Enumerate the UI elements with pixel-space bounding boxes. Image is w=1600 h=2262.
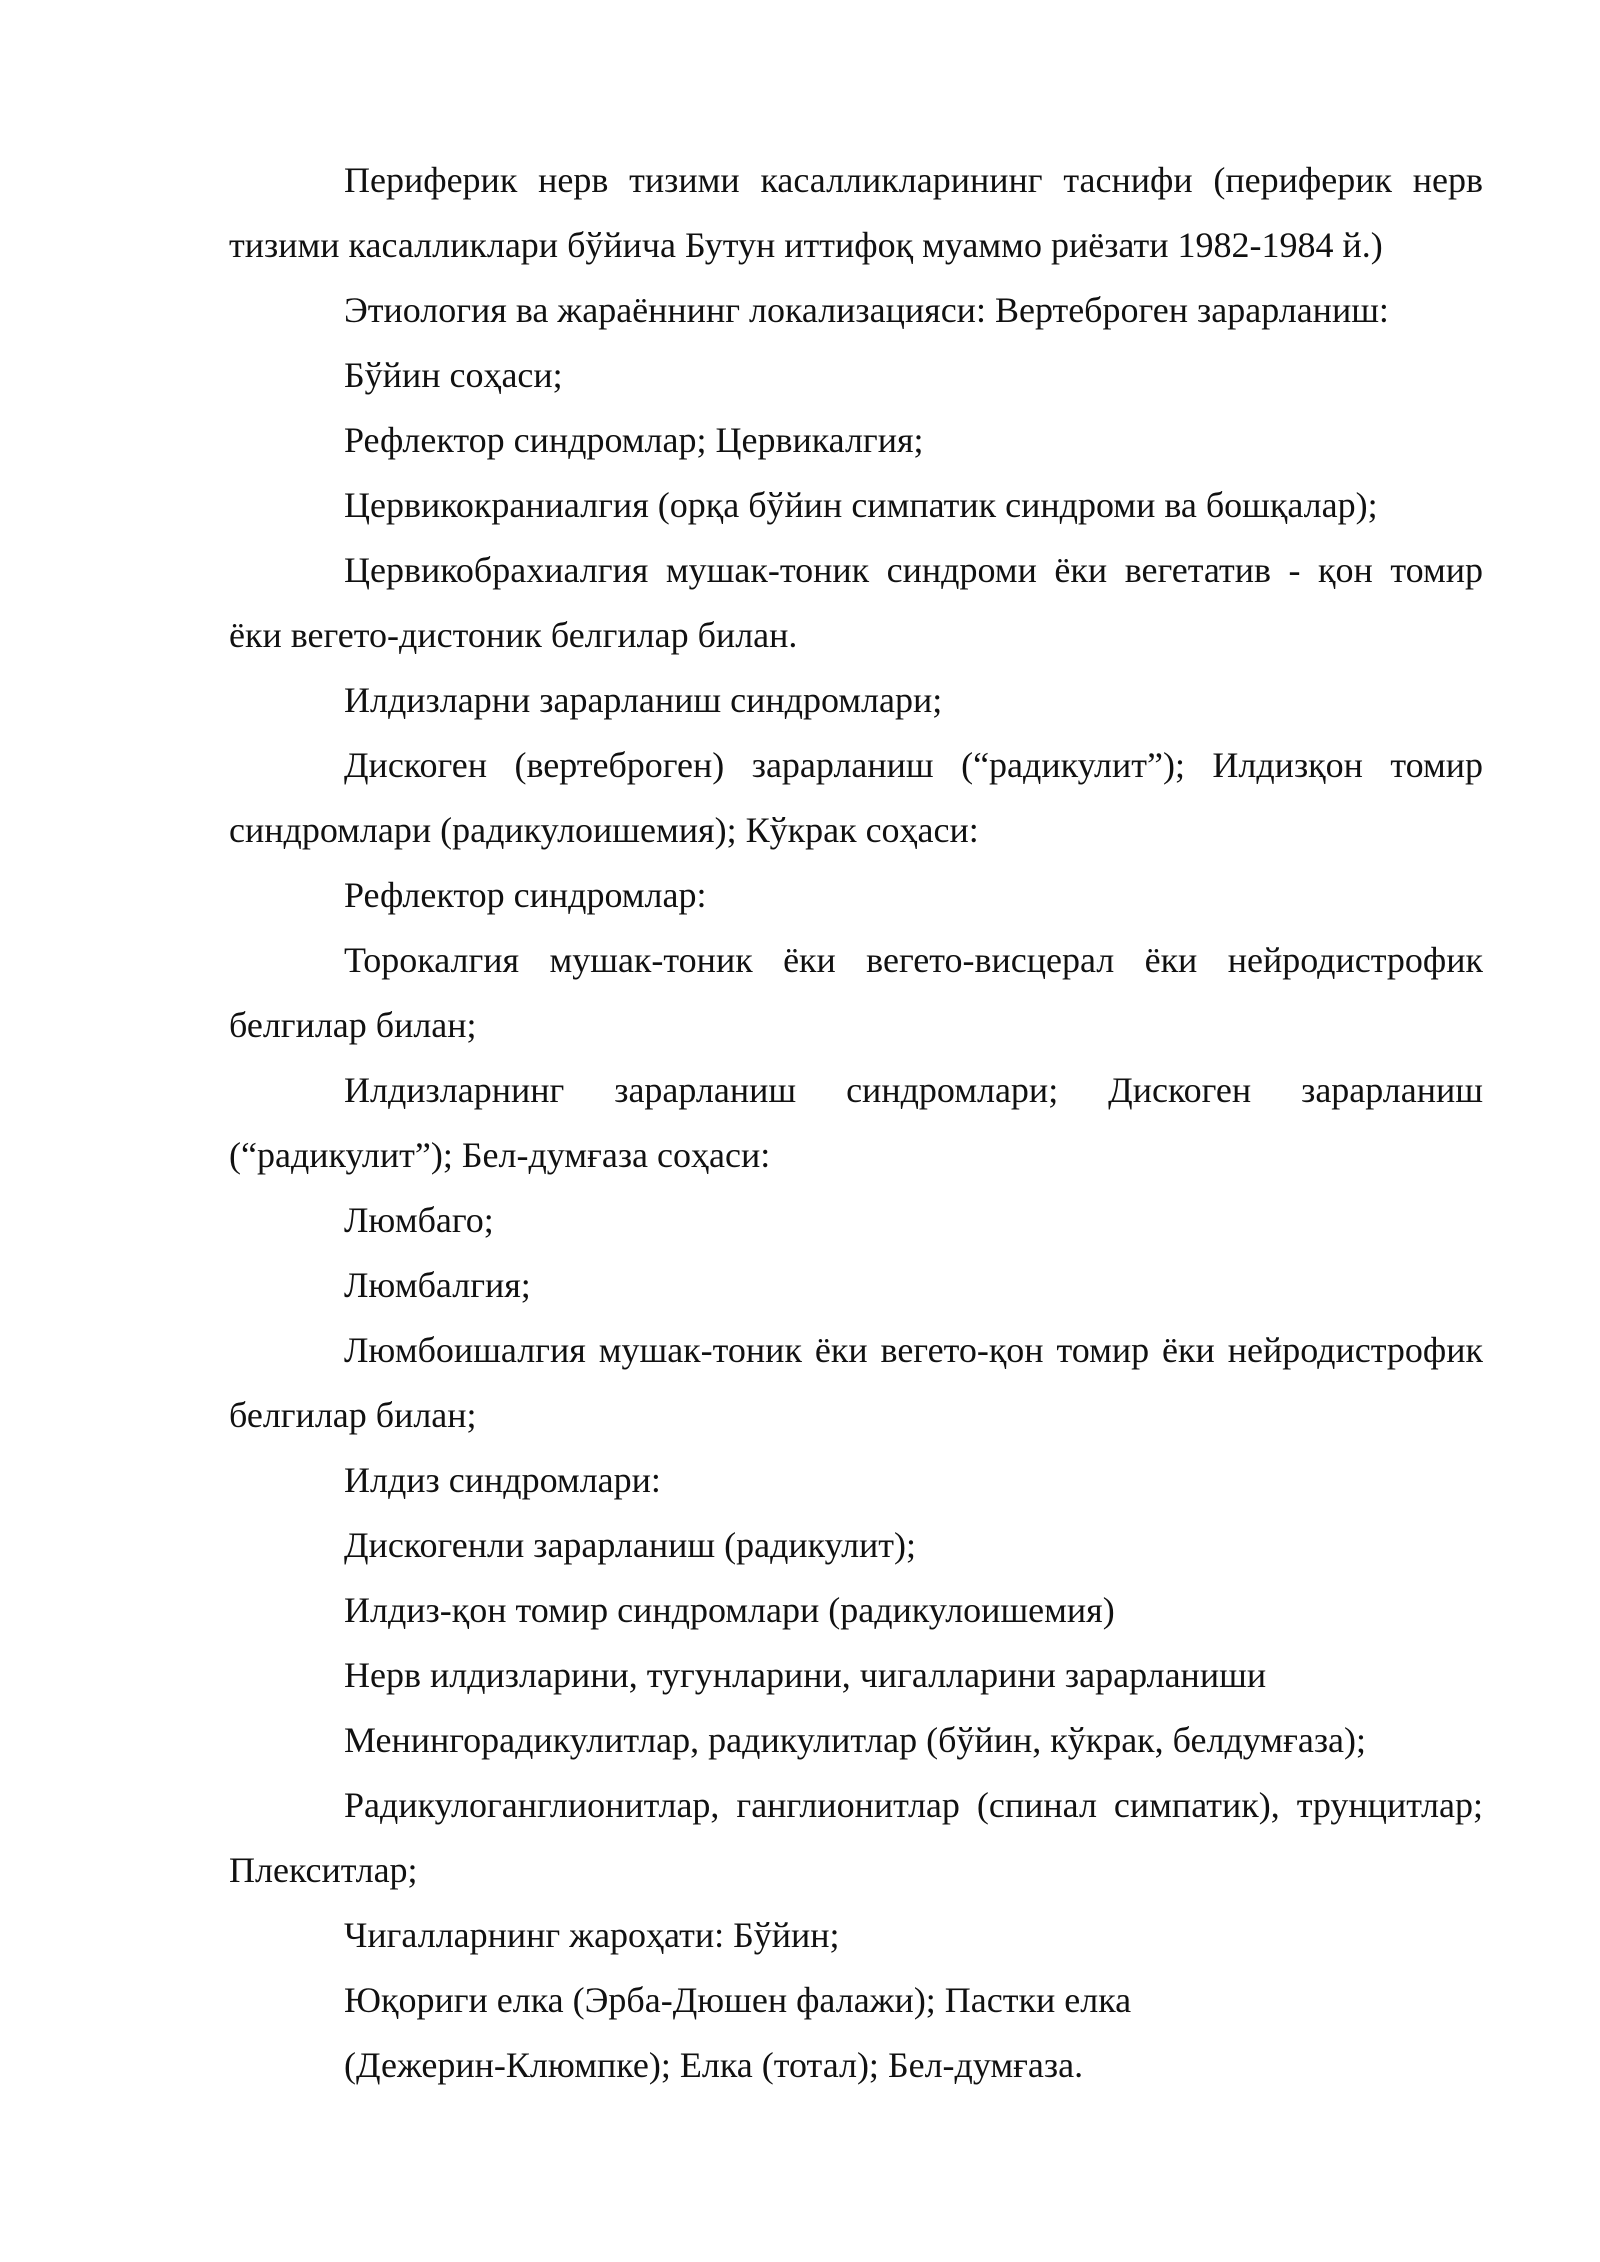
paragraph-radiculoischemia: Илдиз-қон томир синдромлари (радикулоишемия) [344, 1590, 1115, 1630]
paragraph-lumbago: Люмбаго; [344, 1200, 494, 1240]
paragraph-root-lesion-syndromes: Илдизларнинг зарарланиш синдромлари; Дискоген зарарланиш (“радикулит”); Бел-думғаза соҳаси: [229, 1070, 1483, 1175]
paragraph-lumbalgia: Люмбалгия; [344, 1265, 531, 1305]
paragraph-cervicobrachialgia: Цервикобрахиалгия мушак-тоник синдроми ёки вегетатив - қон томир ёки вегето-дистоник белгилар билан. [229, 550, 1483, 655]
paragraph-discogenic-lesion: Дискоген (вертеброген) зарарланиш (“радикулит”); Илдизқон томир синдромлари (радикулоишемия); Кўкрак соҳаси: [229, 745, 1483, 850]
paragraph-root-syndromes-2: Илдиз синдромлари: [344, 1460, 661, 1500]
paragraph-etiology: Этиология ва жараённинг локализацияси: Вертеброген зарарланиш: [344, 290, 1389, 330]
document-body [229, 148, 1483, 2098]
paragraph-upper-shoulder: Юқориги елка (Эрба-Дюшен фалажи); Пастки елка [344, 1980, 1132, 2020]
paragraph-lumboischialgia: Люмбоишалгия мушак-тоник ёки вегето-қон томир ёки нейродистрофик белгилар билан; [229, 1330, 1483, 1435]
paragraph-thoracalgia: Торокалгия мушак-тоник ёки вегето-висцерал ёки нейродистрофик белгилар билан; [229, 940, 1483, 1045]
paragraph-classification-title: Периферик нерв тизими касалликларининг таснифи (периферик нерв тизими касалликлари бўйича Бутун иттифоқ муаммо риёзати 1982-1984 й.) [229, 160, 1483, 265]
paragraph-plexus-trauma: Чигалларнинг жароҳати: Бўйин; [344, 1915, 840, 1955]
paragraph-nerve-roots-lesion: Нерв илдизларини, тугунларини, чигалларини зарарланиши [344, 1655, 1267, 1695]
paragraph-root-syndromes: Илдизларни зарарланиш синдромлари; [344, 680, 943, 720]
paragraph-dejerine-klumpke: (Дежерин-Клюмпке); Елка (тотал); Бел-думғаза. [344, 2045, 1084, 2085]
paragraph-reflex-syndromes: Рефлектор синдромлар: [344, 875, 707, 915]
paragraph-radiculoganglionitis: Радикулоганглионитлар, ганглионитлар (спинал симпатик), трунцитлар; Плекситлар; [229, 1785, 1483, 1890]
paragraph-discogenic-radiculitis: Дискогенли зарарланиш (радикулит); [344, 1525, 917, 1565]
paragraph-neck-region: Бўйин соҳаси; [344, 355, 563, 395]
paragraph-meningoradiculitis: Менингорадикулитлар, радикулитлар (бўйин, кўкрак, белдумғаза); [344, 1720, 1367, 1760]
paragraph-reflex-syndromes-cervicalgia: Рефлектор синдромлар; Цервикалгия; [344, 420, 924, 460]
paragraph-cervicocranialgia: Цервикокраниалгия (орқа бўйин симпатик синдроми ва бошқалар); [344, 485, 1378, 525]
